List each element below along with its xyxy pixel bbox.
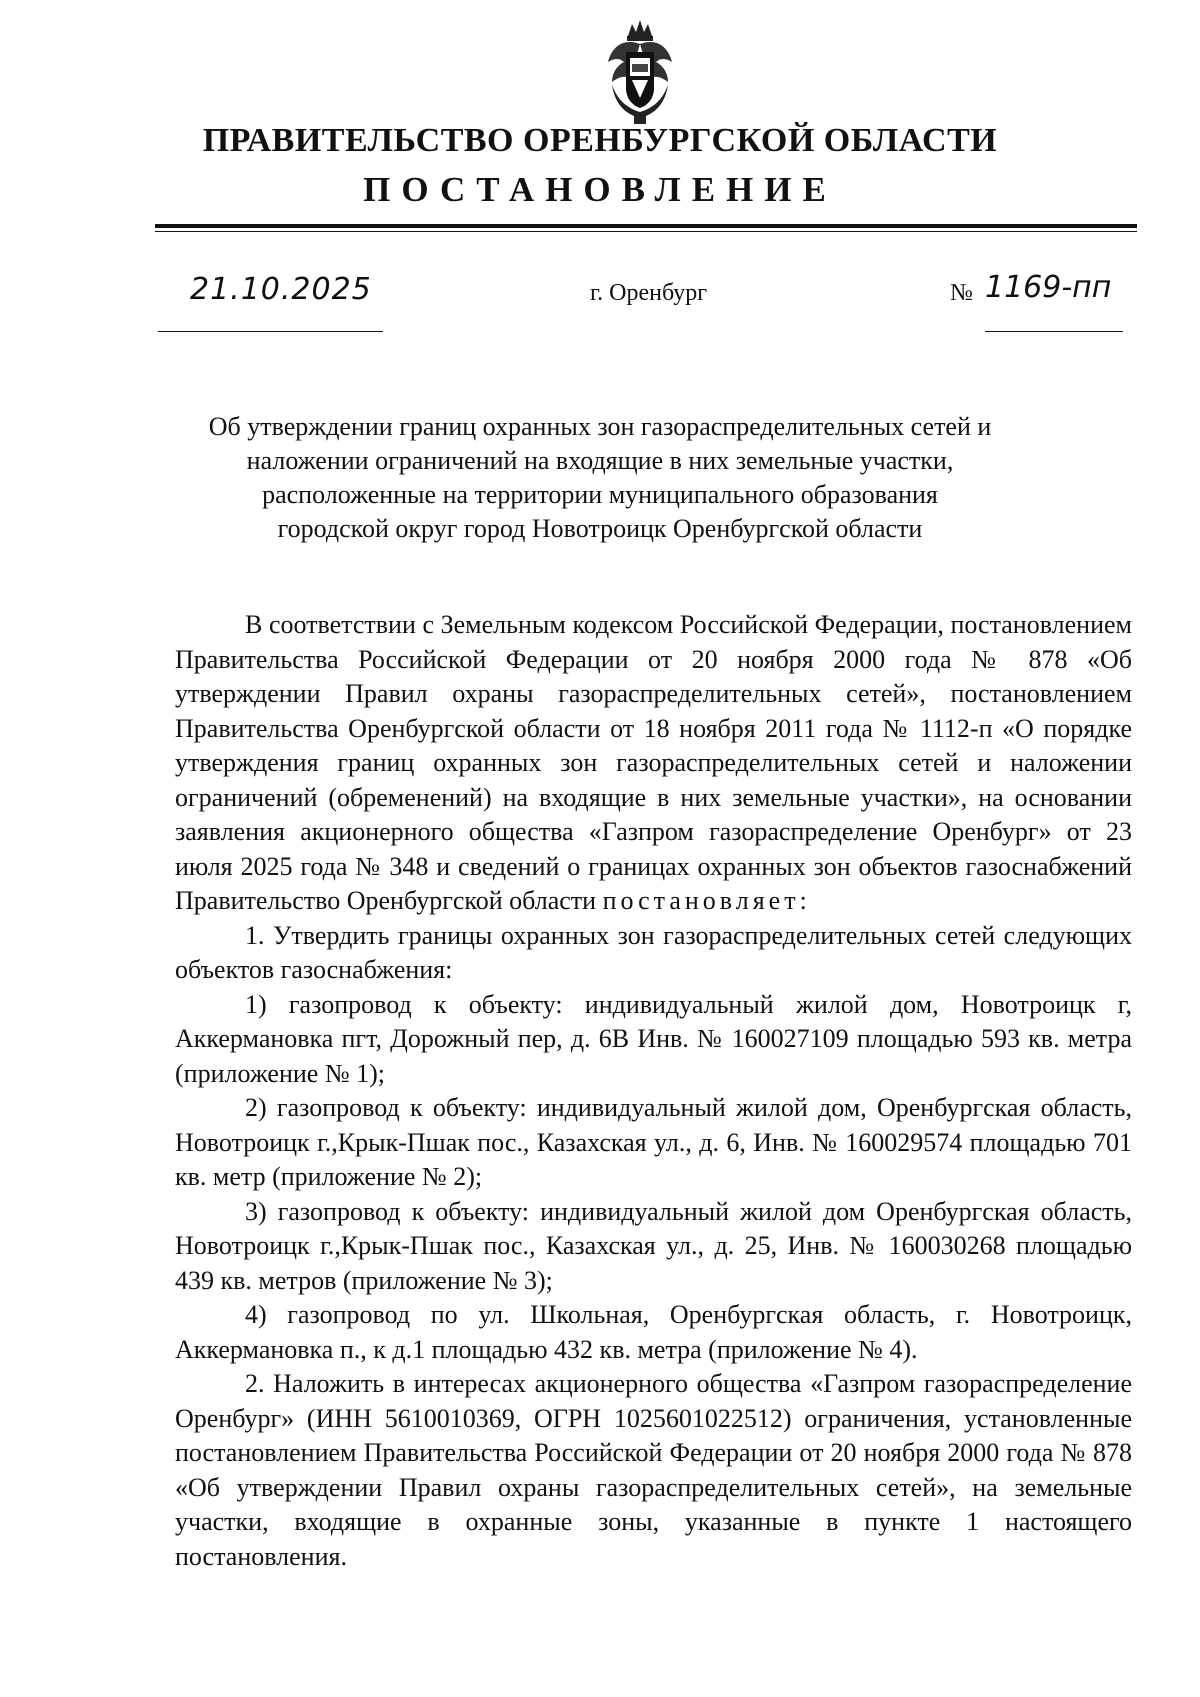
document-number: 1169-пп [985, 270, 1112, 305]
organization-title: ПРАВИТЕЛЬСТВО ОРЕНБУРГСКОЙ ОБЛАСТИ [202, 122, 998, 159]
subitem-4: 4) газопровод по ул. Школьная, Оренбургская область, г. Новотроицк, Аккермановка п., к д.1 площадью 432 кв. метра (приложение № 4). [175, 1300, 1132, 1364]
subject-line: Об утверждении границ охранных зон газораспределительных сетей и [208, 412, 992, 441]
resolves-text: постановляет: [602, 886, 811, 915]
document-body [175, 608, 1132, 1574]
document-date: 21.10.2025 [190, 272, 372, 307]
subitem-1: 1) газопровод к объекту: индивидуальный жилой дом, Новотроицк г, Аккермановка пгт, Дорожный пер, д. 6В Инв. № 160027109 площадью 593 кв. метра (приложение № 1); [175, 989, 1132, 1088]
header-rule [155, 224, 1137, 228]
document-city: г. Оренбург [590, 280, 708, 306]
subject-line: городской округ город Новотроицк Оренбургской области [277, 514, 923, 543]
number-sign: № [950, 280, 973, 306]
preamble-text: В соответствии с Земельным кодексом Российской Федерации, постановлением Правительства Российской Федерации от 20 ноября 2000 года № 878 «Об утверждении Правил охраны газораспределительных сетей», постановлением Правительства Оренбургской области от 18 ноября 2011 года № 1112-п «О порядке утверждения границ охранных зон газораспределительных сетей и наложении ограничений (обременений) на входящие в них земельные участки», на основании заявления акционерного общества «Газпром газораспределение Оренбург» от 23 июля 2025 года № 348 и сведений о границах охранных зон объектов газоснабжений Правительство Оренбургской области [175, 610, 1132, 915]
subitem-3: 3) газопровод к объекту: индивидуальный жилой дом Оренбургская область, Новотроицк г.,Крык-Пшак пос., Казахская ул., д. 25, Инв. № 160030268 площадью 439 кв. метров (приложение № 3); [175, 1196, 1132, 1295]
item-2: 2. Наложить в интересах акционерного общества «Газпром газораспределение Оренбург» (ИНН 5610010369, ОГРН 1025601022512) ограничения, установленные постановлением Правительства Российской Федерации от 20 ноября 2000 года № 878 «Об утверждении Правил охраны газораспределительных сетей», на земельные участки, входящие в охранные зоны, указанные в пункте 1 настоящего постановления. [175, 1369, 1132, 1571]
subject-line: наложении ограничений на входящие в них земельные участки, [246, 446, 954, 475]
subject-line: расположенные на территории муниципального образования [262, 480, 938, 509]
document-subject [180, 410, 1020, 546]
preamble-paragraph [175, 608, 1132, 919]
document-type: ПОСТАНОВЛЕНИЕ [363, 170, 837, 209]
coat-of-arms-icon [594, 18, 686, 128]
item-1: 1. Утвердить границы охранных зон газораспределительных сетей следующих объектов газоснабжения: [175, 920, 1132, 984]
subitem-2: 2) газопровод к объекту: индивидуальный жилой дом, Оренбургская область, Новотроицк г.,Крык-Пшак пос., Казахская ул., д. 6, Инв. № 160029574 площадью 701 кв. метр (приложение № 2); [175, 1093, 1132, 1191]
header-rule-thin [155, 231, 1137, 232]
